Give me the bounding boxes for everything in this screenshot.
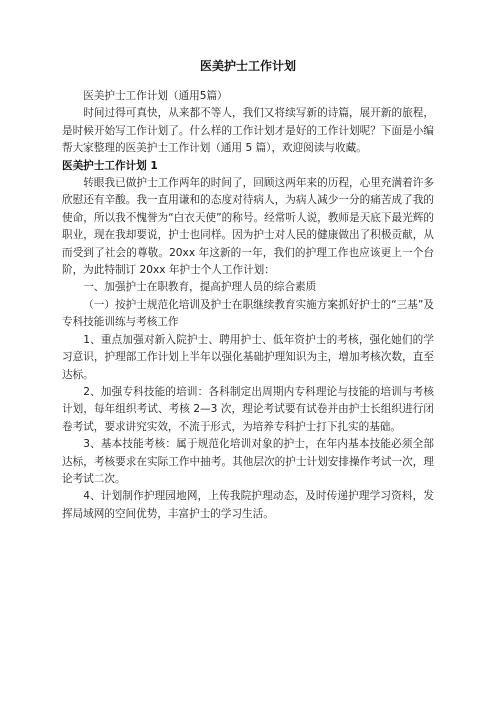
body-paragraph-5: 2、加强专科技能的培训：各科制定出周期内专科理论与技能的培训与考核计划，每年组织考试、考核 2—3 次，理论考试要有试卷并由护士长组织进行闭卷考试，要求讲究实效，不流于形式，为培养专科护士打下扎实的基础。 [62,385,434,433]
body-paragraph-3: （一）按护士规范化培训及护士在职继续教育实施方案抓好护士的“三基”及专科技能训练与考核工作 [62,298,434,329]
section-heading: 医美护士工作计划 1 [62,159,158,172]
document-page [62,58,434,523]
body-paragraph-2: 一、加强护士在职教育，提高护理人员的综合素质 [83,281,317,294]
body-paragraph-6: 3、基本技能考核：属于规范化培训对象的护士，在年内基本技能必须全部达标，考核要求在实际工作中抽考。其他层次的护士计划安排操作考试一次，理论考试二次。 [62,438,434,485]
document-subtitle: 医美护士工作计划（通用5篇） [83,90,228,102]
body-paragraph-4: 1、重点加强对新入院护士、聘用护士、低年资护士的考核，强化她们的学习意识，护理部工作计划上半年以强化基础护理知识为主，增加考核次数，直至达标。 [62,333,434,381]
document-title: 医美护士工作计划 [199,59,296,73]
intro-paragraph: 时间过得可真快，从来都不等人，我们又将续写新的诗篇，展开新的旅程，是时候开始写工作计划了。什么样的工作计划才是好的工作计划呢？下面是小编帮大家整理的医美护士工作计划（通用 5 篇），欢迎阅读与收藏。 [62,107,434,155]
body-paragraph-1: 转眼我已做护士工作两年的时间了，回顾这两年来的历程，心里充满着许多欣慰还有辛酸。我一直用谦和的态度对待病人，为病人减少一分的痛苦成了我的使命，所以我不愧誉为“白衣天使”的称号。经常听人说，教师是天底下最光辉的职业，现在我却要说，护士也同样。因为护士对人民的健康做出了积极贡献，从而受到了社会的尊敬。20xx 年这新的一年，我们的护理工作也应该更上一个台阶，为此特制订 20xx 年护士个人工作计划： [62,177,434,277]
body-paragraph-7: 4、计划制作护理园地网，上传我院护理动态，及时传递护理学习资料，发挥局域网的空间优势，丰富护士的学习生活。 [62,490,434,520]
